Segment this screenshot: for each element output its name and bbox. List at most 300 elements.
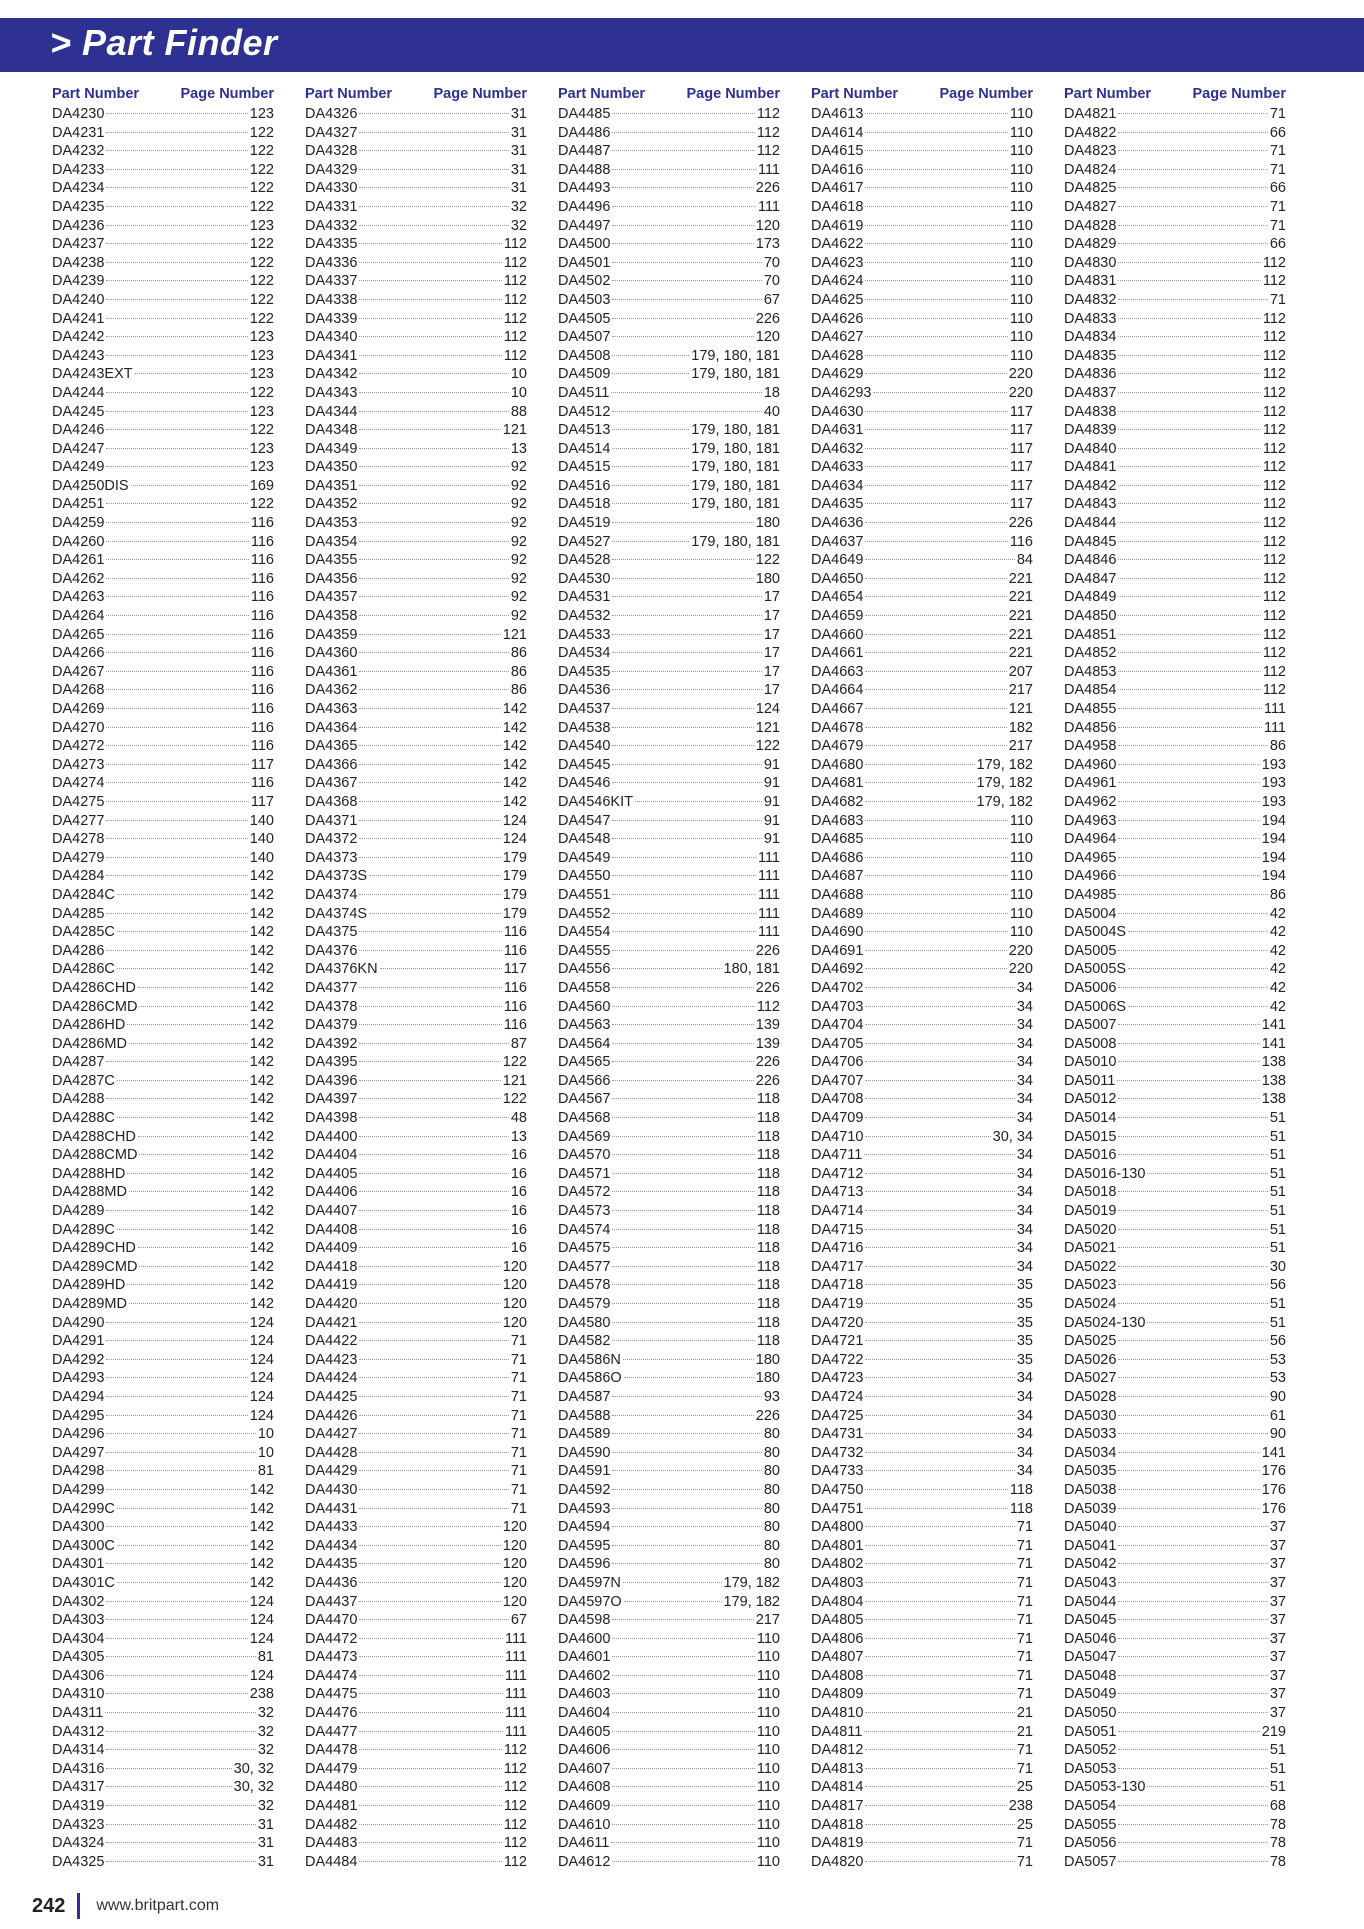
page-reference: 116 [250, 570, 274, 587]
page-reference: 117 [503, 961, 527, 978]
dot-leader [106, 448, 247, 449]
page-reference: 116 [250, 663, 274, 680]
list-item [558, 886, 780, 905]
part-number: DA4316 [52, 1760, 105, 1777]
list-item [305, 1239, 527, 1258]
page-reference: 112 [1262, 570, 1286, 587]
list-item [52, 403, 274, 422]
page-reference: 112 [1262, 310, 1286, 327]
page-reference: 17 [763, 663, 780, 680]
part-number: DA4704 [811, 1017, 864, 1034]
part-number: DA4243EXT [52, 366, 133, 383]
list-item [558, 105, 780, 124]
page-reference: 142 [502, 701, 527, 717]
part-number: DA5004S [1064, 924, 1127, 941]
list-item [1064, 105, 1286, 124]
dot-leader [106, 187, 247, 188]
dot-leader [865, 1861, 1014, 1862]
page-reference: 111 [504, 1686, 527, 1703]
page-number-header: Page Number [180, 86, 274, 102]
list-item [52, 570, 274, 589]
dot-leader [106, 820, 247, 821]
page-reference: 182 [1008, 719, 1033, 736]
dot-leader [1118, 373, 1260, 374]
part-number: DA4232 [52, 143, 105, 160]
list-item [558, 1760, 780, 1779]
part-number: DA4231 [52, 124, 105, 141]
footer [32, 1892, 219, 1920]
page-reference: 111 [757, 924, 780, 941]
part-number: DA4619 [811, 217, 864, 234]
dot-leader [612, 1712, 754, 1713]
part-number: DA4613 [811, 106, 864, 122]
dot-leader [1118, 838, 1259, 839]
page-reference: 123 [249, 217, 274, 234]
page-reference: 179, 182 [976, 775, 1033, 792]
list-item [305, 1090, 527, 1109]
page-reference: 124 [249, 1333, 274, 1350]
list-item [1064, 1704, 1286, 1723]
dot-leader [135, 373, 248, 374]
part-number: DA4365 [305, 738, 358, 755]
part-number: DA4546 [558, 775, 611, 792]
list-item [811, 533, 1033, 552]
part-number: DA4376KN [305, 961, 378, 978]
page-number-header: Page Number [1192, 86, 1286, 102]
part-number: DA4287 [52, 1054, 105, 1071]
page-number-header: Page Number [433, 86, 527, 102]
part-number: DA5040 [1064, 1519, 1117, 1536]
page-reference: 238 [1008, 1798, 1033, 1815]
part-number: DA5047 [1064, 1649, 1117, 1666]
dot-leader [359, 1322, 500, 1323]
list-item [1064, 495, 1286, 514]
dot-leader [359, 1210, 508, 1211]
page-reference: 80 [763, 1556, 780, 1573]
page-reference: 66 [1269, 124, 1286, 141]
list-item [558, 1537, 780, 1556]
dot-leader [612, 1545, 761, 1546]
part-number: DA4503 [558, 291, 611, 308]
part-number: DA4421 [305, 1314, 358, 1331]
page-reference: 111 [757, 161, 780, 178]
page-reference: 118 [756, 1221, 780, 1238]
page-reference: 123 [249, 347, 274, 364]
part-number: DA4338 [305, 291, 358, 308]
list-item [558, 1183, 780, 1202]
list-item [811, 1053, 1033, 1072]
list-item [811, 1797, 1033, 1816]
page-reference: 120 [502, 1277, 527, 1294]
part-number: DA4306 [52, 1667, 105, 1684]
dot-leader [359, 1508, 508, 1509]
page-reference: 92 [510, 477, 527, 494]
list-item [1064, 1090, 1286, 1109]
part-number: DA4573 [558, 1203, 611, 1220]
part-number: DA4436 [305, 1574, 358, 1591]
dot-leader [359, 522, 508, 523]
part-number: DA4327 [305, 124, 358, 141]
page-reference: 118 [756, 1296, 780, 1312]
part-number: DA4710 [811, 1128, 864, 1145]
dot-leader [359, 1824, 501, 1825]
list-item [558, 198, 780, 217]
part-number: DA4487 [558, 143, 611, 160]
page-reference: 80 [763, 1500, 780, 1517]
dot-leader [612, 1117, 754, 1118]
website-link[interactable]: www.britpart.com [96, 1897, 220, 1914]
part-number: DA5024-130 [1064, 1314, 1146, 1331]
dot-leader [139, 1154, 247, 1155]
dot-leader [612, 1768, 754, 1769]
dot-leader [359, 615, 508, 616]
list-item [52, 1816, 274, 1835]
part-number: DA5046 [1064, 1630, 1117, 1647]
part-number: DA4687 [811, 868, 864, 885]
list-item [305, 161, 527, 180]
part-number: DA4836 [1064, 366, 1117, 383]
list-item [811, 1723, 1033, 1742]
page-reference: 121 [502, 422, 527, 439]
page-reference: 111 [1263, 701, 1286, 717]
dot-leader [359, 429, 500, 430]
list-item [1064, 998, 1286, 1017]
part-number: DA4683 [811, 812, 864, 829]
part-number: DA4703 [811, 998, 864, 1015]
list-item [811, 979, 1033, 998]
part-number: DA4706 [811, 1054, 864, 1071]
dot-leader [865, 801, 974, 802]
part-number: DA4262 [52, 570, 105, 587]
dot-leader [612, 559, 753, 560]
part-number: DA4423 [305, 1351, 358, 1368]
list-item [305, 1481, 527, 1500]
dot-leader [864, 1731, 1015, 1732]
dot-leader [865, 1377, 1014, 1378]
part-number: DA5005S [1064, 961, 1127, 978]
dot-leader [612, 1322, 754, 1323]
part-number: DA4512 [558, 403, 611, 420]
dot-leader [864, 1154, 1015, 1155]
part-number: DA4565 [558, 1054, 611, 1071]
list-item [305, 1555, 527, 1574]
page-reference: 142 [249, 924, 274, 941]
list-item [52, 514, 274, 533]
dot-leader [612, 1229, 754, 1230]
dot-leader [865, 1768, 1014, 1769]
dot-leader [865, 169, 1007, 170]
part-number: DA4614 [811, 124, 864, 141]
page-reference: 217 [1008, 682, 1033, 699]
page-reference: 226 [755, 180, 780, 197]
list-item [305, 1797, 527, 1816]
list-item [52, 1574, 274, 1593]
page-reference: 116 [250, 552, 274, 569]
page-reference: 140 [249, 849, 274, 866]
dot-leader [359, 318, 501, 319]
page-reference: 42 [1269, 961, 1286, 978]
dot-leader [359, 652, 508, 653]
page-reference: 142 [249, 1519, 274, 1536]
page-reference: 71 [1016, 1649, 1033, 1666]
part-number: DA4654 [811, 589, 864, 606]
list-item [1064, 1816, 1286, 1835]
list-item [305, 440, 527, 459]
page-reference: 71 [510, 1426, 527, 1443]
part-number: DA4855 [1064, 701, 1117, 717]
part-number: DA4854 [1064, 682, 1117, 699]
column-header [52, 84, 274, 104]
page-reference: 66 [1269, 236, 1286, 253]
dot-leader [612, 1247, 754, 1248]
page-reference: 34 [1016, 1165, 1033, 1182]
page-reference: 110 [756, 1630, 780, 1647]
dot-leader [106, 559, 248, 560]
page-reference: 116 [503, 1017, 527, 1034]
part-number: DA4534 [558, 645, 611, 662]
page-reference: 91 [763, 775, 780, 792]
list-item [558, 1425, 780, 1444]
page-reference: 120 [502, 1537, 527, 1554]
page-reference: 226 [755, 1407, 780, 1424]
dot-leader [612, 1154, 754, 1155]
list-item [52, 551, 274, 570]
page-reference: 34 [1016, 1072, 1033, 1089]
page-reference: 71 [510, 1444, 527, 1461]
page-reference: 124 [249, 1351, 274, 1368]
part-number: DA5012 [1064, 1091, 1117, 1108]
list-item [1064, 477, 1286, 496]
list-item [305, 886, 527, 905]
dot-leader [106, 1693, 247, 1694]
part-number: DA4519 [558, 515, 611, 532]
dot-leader [612, 373, 689, 374]
page-reference: 110 [1009, 924, 1033, 941]
page-reference: 122 [249, 422, 274, 439]
list-item [52, 1053, 274, 1072]
part-number: DA4607 [558, 1760, 611, 1777]
dot-leader [359, 838, 500, 839]
part-number: DA4830 [1064, 254, 1117, 271]
list-item [1064, 830, 1286, 849]
dot-leader [612, 485, 689, 486]
page-reference: 142 [249, 1091, 274, 1108]
dot-leader [106, 336, 247, 337]
part-number: DA4496 [558, 198, 611, 215]
list-item [1064, 1574, 1286, 1593]
dot-leader [612, 615, 761, 616]
list-item [52, 1090, 274, 1109]
part-number: DA4513 [558, 422, 611, 439]
list-item [1064, 533, 1286, 552]
dot-leader [865, 1006, 1014, 1007]
dot-leader [106, 1452, 255, 1453]
list-item [811, 700, 1033, 719]
page-reference: 16 [510, 1165, 527, 1182]
page-reference: 34 [1016, 998, 1033, 1015]
dot-leader [865, 838, 1007, 839]
dot-leader [865, 1526, 1014, 1527]
list-item [811, 1351, 1033, 1370]
part-number: DA4679 [811, 738, 864, 755]
page-reference: 32 [257, 1742, 274, 1759]
list-item [52, 1667, 274, 1686]
part-number: DA4275 [52, 793, 105, 810]
dot-leader [359, 1619, 508, 1620]
list-item [305, 849, 527, 868]
dot-leader [359, 782, 500, 783]
part-number: DA4635 [811, 496, 864, 513]
dot-leader [865, 782, 974, 783]
part-number: DA4398 [305, 1110, 358, 1127]
part-number: DA4295 [52, 1407, 105, 1424]
dot-leader [1118, 206, 1267, 207]
list-item [305, 1276, 527, 1295]
dot-leader [359, 987, 501, 988]
page-reference: 34 [1016, 1258, 1033, 1275]
part-number: DA4570 [558, 1147, 611, 1164]
dot-leader [612, 243, 753, 244]
page-reference: 112 [1262, 533, 1286, 550]
dot-leader [865, 1805, 1006, 1806]
dot-leader [359, 466, 508, 467]
list-item [305, 1611, 527, 1630]
page-reference: 34 [1016, 1240, 1033, 1257]
part-number: DA4233 [52, 161, 105, 178]
list-item [811, 291, 1033, 310]
dot-leader [612, 113, 754, 114]
part-number: DA4586O [558, 1370, 622, 1387]
part-number: DA4667 [811, 701, 864, 717]
list-item [305, 1369, 527, 1388]
part-number: DA4288 [52, 1091, 105, 1108]
dot-leader [106, 1749, 255, 1750]
page-reference: 120 [502, 1556, 527, 1573]
part-number: DA4478 [305, 1742, 358, 1759]
part-number: DA4278 [52, 831, 105, 848]
part-number: DA4702 [811, 979, 864, 996]
list-item [52, 923, 274, 942]
dot-leader [359, 1191, 508, 1192]
part-number: DA4689 [811, 905, 864, 922]
dot-leader [359, 132, 508, 133]
dot-leader [1118, 894, 1267, 895]
page-reference: 221 [1008, 645, 1033, 662]
list-item [558, 328, 780, 347]
dot-leader [117, 1117, 248, 1118]
list-item [52, 1462, 274, 1481]
part-number: DA4832 [1064, 291, 1117, 308]
page-reference: 116 [250, 608, 274, 625]
dot-leader [612, 1136, 754, 1137]
dot-leader [106, 541, 248, 542]
list-item [1064, 774, 1286, 793]
list-item [52, 291, 274, 310]
part-number: DA4314 [52, 1742, 105, 1759]
part-number: DA4846 [1064, 552, 1117, 569]
page-reference: 142 [502, 793, 527, 810]
list-item [1064, 124, 1286, 143]
dot-leader [612, 1638, 754, 1639]
page-reference: 71 [510, 1481, 527, 1498]
dot-leader [359, 336, 501, 337]
part-number: DA4579 [558, 1296, 611, 1312]
part-number: DA5026 [1064, 1351, 1117, 1368]
dot-leader [612, 1284, 754, 1285]
part-number: DA4555 [558, 942, 611, 959]
part-number: DA4717 [811, 1258, 864, 1275]
list-item [52, 681, 274, 700]
part-number: DA4481 [305, 1798, 358, 1815]
list-item [558, 1481, 780, 1500]
part-number: DA4325 [52, 1853, 105, 1870]
page-reference: 112 [503, 1798, 527, 1815]
page-reference: 17 [763, 589, 780, 606]
list-item [1064, 1276, 1286, 1295]
page-reference: 118 [756, 1147, 780, 1164]
dot-leader [1118, 318, 1260, 319]
list-item [1064, 1797, 1286, 1816]
list-item [558, 867, 780, 886]
part-number: DA4733 [811, 1463, 864, 1480]
part-number: DA4574 [558, 1221, 611, 1238]
page-reference: 51 [1269, 1240, 1286, 1257]
dot-leader [865, 448, 1007, 449]
part-number: DA4311 [52, 1705, 104, 1722]
part-number: DA4631 [811, 422, 864, 439]
page-reference: 124 [249, 1667, 274, 1684]
list-item [1064, 1741, 1286, 1760]
part-number: DA5045 [1064, 1612, 1117, 1629]
page-reference: 35 [1016, 1351, 1033, 1368]
list-item [811, 254, 1033, 273]
page-reference: 116 [503, 979, 527, 996]
part-number: DA4713 [811, 1184, 864, 1201]
page-reference: 120 [502, 1574, 527, 1591]
part-number: DA4540 [558, 738, 611, 755]
list-item [1064, 681, 1286, 700]
dot-leader [1118, 1359, 1267, 1360]
part-number: DA4547 [558, 812, 611, 829]
list-item [52, 905, 274, 924]
page-reference: 93 [763, 1388, 780, 1405]
part-number: DA4604 [558, 1705, 611, 1722]
page-reference: 193 [1261, 756, 1286, 773]
dot-leader [612, 1061, 753, 1062]
part-number: DA4538 [558, 719, 611, 736]
list-item [811, 514, 1033, 533]
page-reference: 34 [1016, 1370, 1033, 1387]
dot-leader [865, 596, 1006, 597]
page-reference: 221 [1008, 589, 1033, 606]
part-number: DA4803 [811, 1574, 864, 1591]
part-number: DA4361 [305, 663, 358, 680]
dot-leader [1118, 1619, 1267, 1620]
page-reference: 142 [249, 1072, 274, 1089]
page-reference: 118 [756, 1258, 780, 1275]
page-reference: 123 [249, 329, 274, 346]
dot-leader [865, 1712, 1014, 1713]
list-item [558, 254, 780, 273]
page-reference: 71 [1016, 1574, 1033, 1591]
list-item [52, 1146, 274, 1165]
list-item [52, 942, 274, 961]
page-reference: 111 [1263, 719, 1286, 736]
part-number: DA4805 [811, 1612, 864, 1629]
dot-leader [865, 578, 1006, 579]
page-reference: 80 [763, 1481, 780, 1498]
page-reference: 70 [763, 273, 780, 290]
